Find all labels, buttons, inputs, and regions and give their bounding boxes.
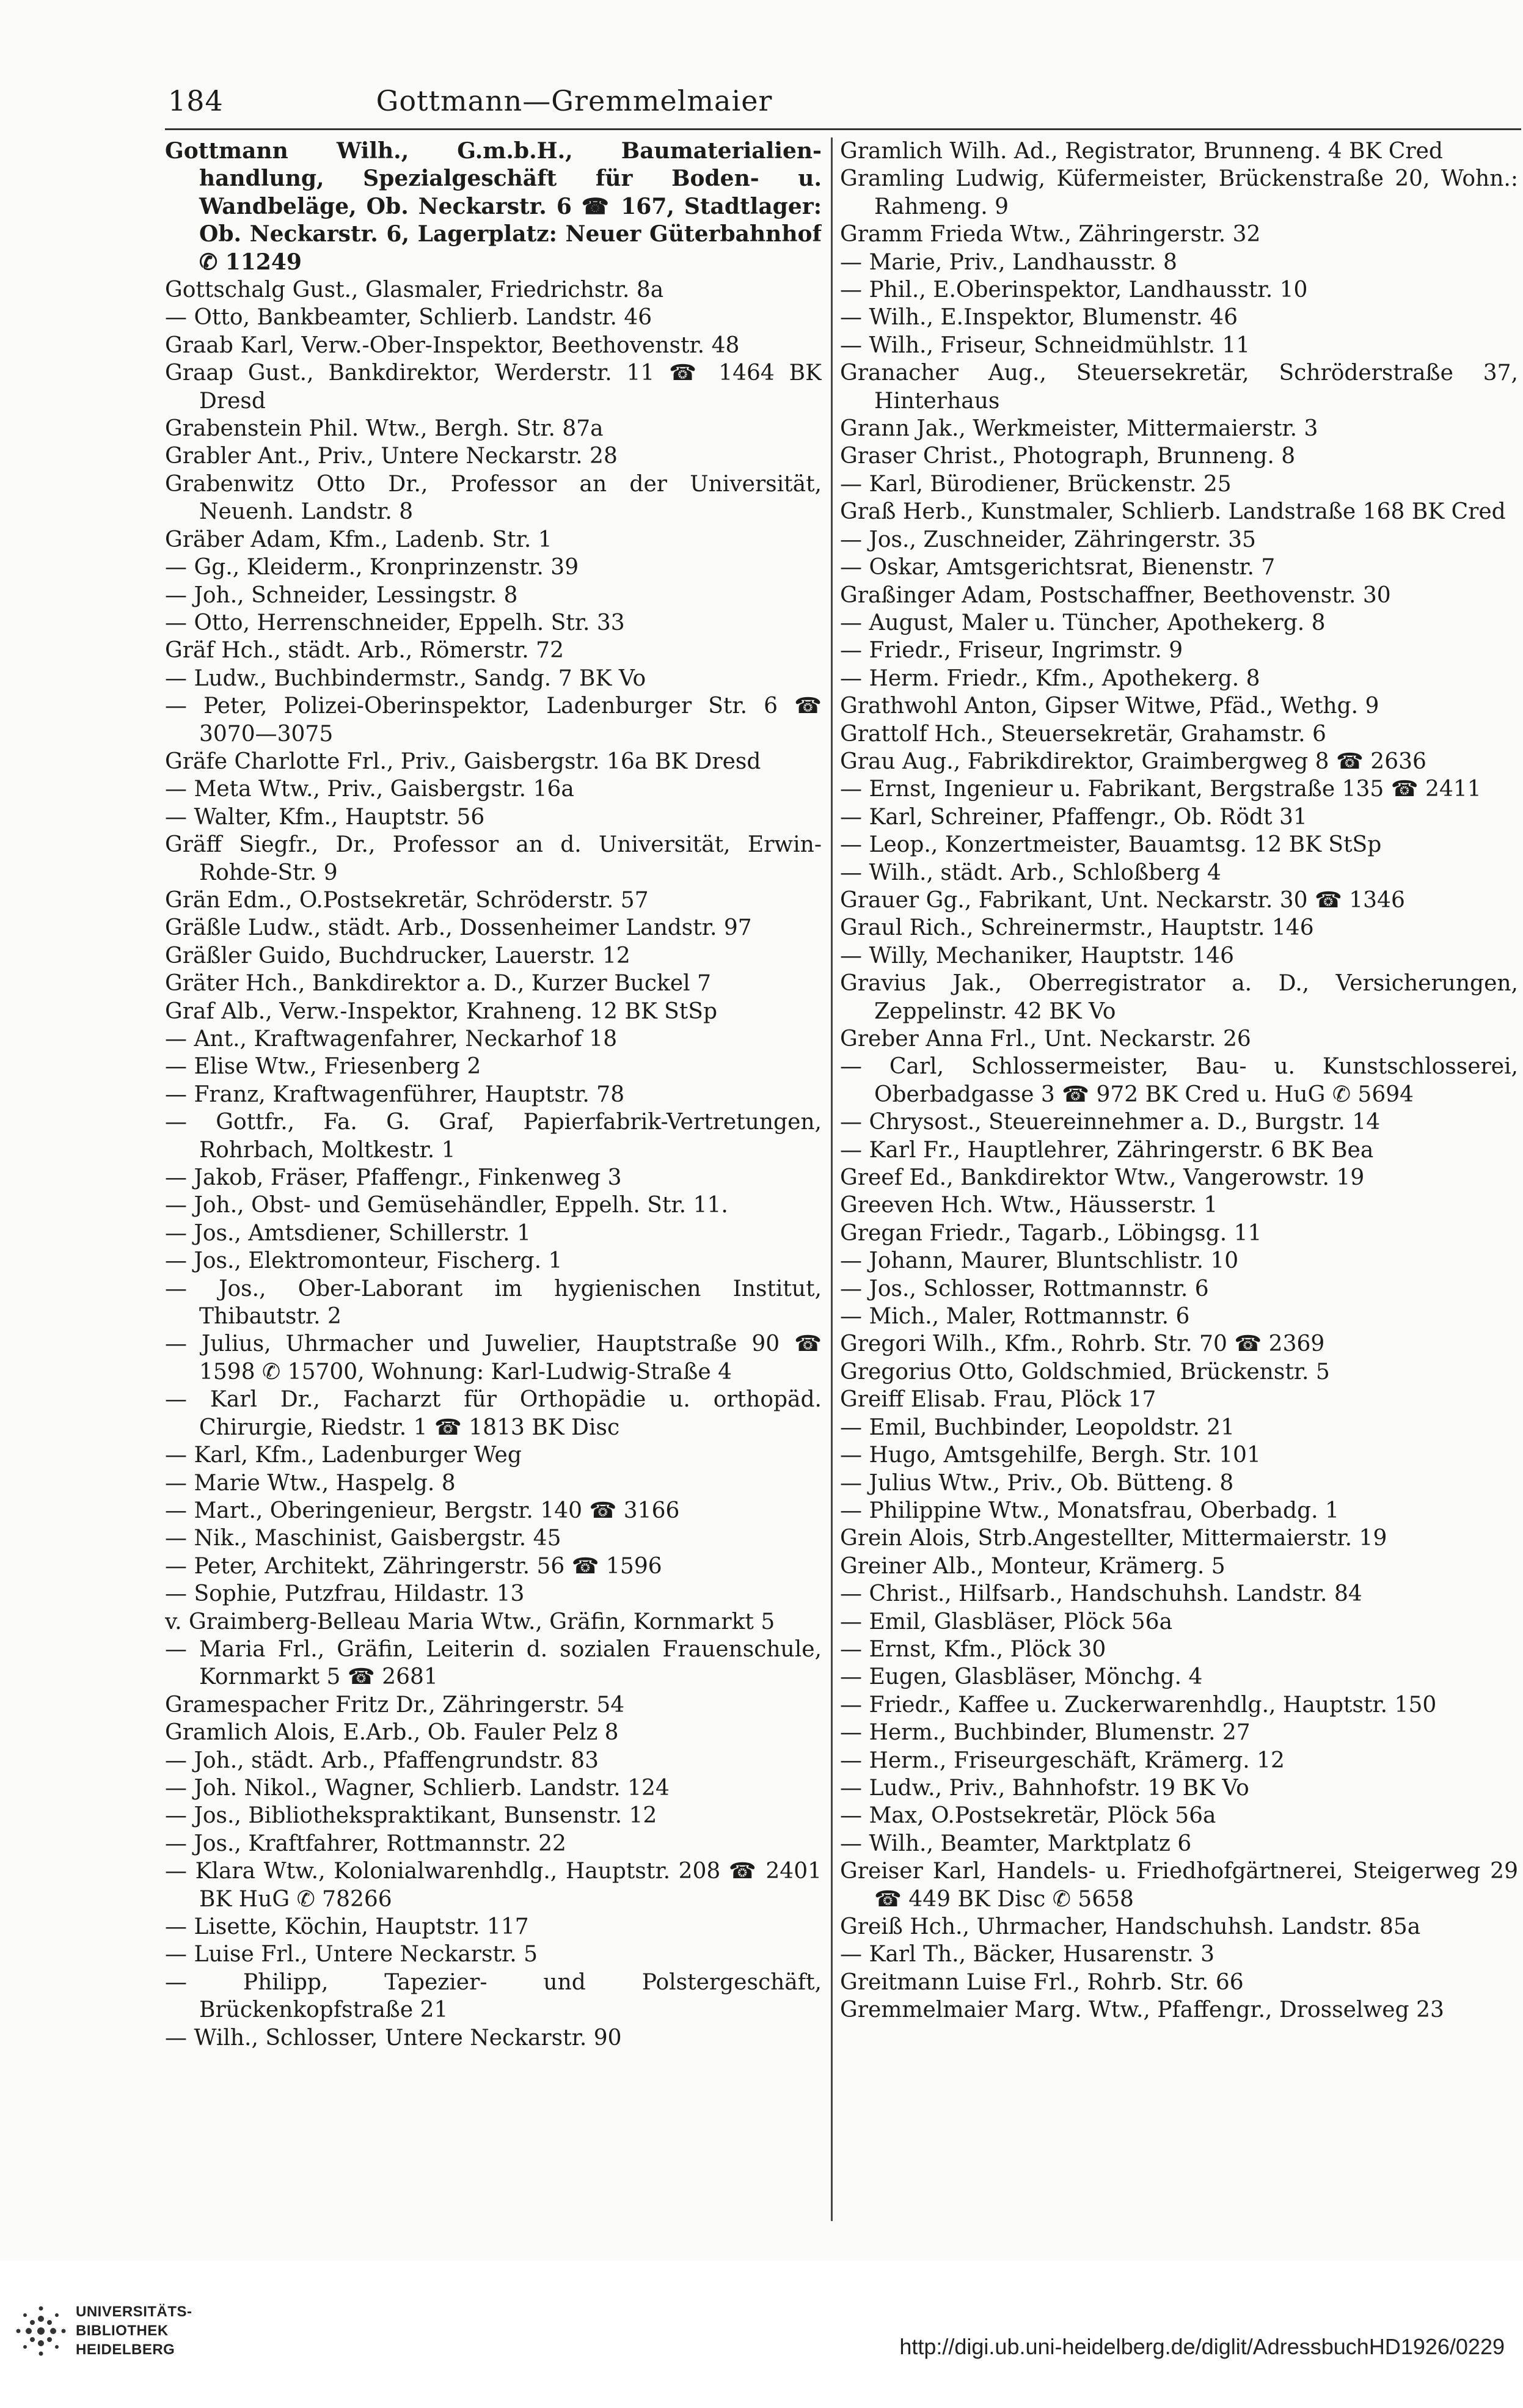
- directory-entry: — Walter, Kfm., Hauptstr. 56: [165, 804, 485, 830]
- directory-entry: Gräber Adam, Kfm., Ladenb. Str. 1: [165, 527, 552, 552]
- directory-entry: Gräßler Guido, Buchdrucker, Lauerstr. 12: [165, 943, 630, 968]
- directory-entry: Gramespacher Fritz Dr., Zähringerstr. 54: [165, 1692, 625, 1718]
- directory-entry: — Herm. Friedr., Kfm., Apothekerg. 8: [840, 665, 1260, 691]
- directory-entry: Gregorius Otto, Goldschmied, Brückenstr. 5: [840, 1359, 1330, 1385]
- directory-entry: Graß Herb., Kunstmaler, Schlierb. Landstraße 168 BK Cred: [840, 499, 1506, 525]
- directory-entry: — Maria Frl., Gräfin, Leiterin d. sozialen Frauenschule, Kornmarkt 5 ☎ 2681: [165, 1636, 822, 1690]
- directory-entry: Greeven Hch. Wtw., Häusserstr. 1: [840, 1193, 1218, 1218]
- directory-entry: — Friedr., Friseur, Ingrimstr. 9: [840, 638, 1183, 664]
- library-seal-icon: [7, 2297, 75, 2365]
- directory-entry: — Peter, Architekt, Zähringerstr. 56 ☎ 1596: [165, 1553, 662, 1579]
- directory-entry: Greiff Elisab. Frau, Plöck 17: [840, 1387, 1156, 1413]
- directory-entry: Grän Edm., O.Postsekretär, Schröderstr. 57: [165, 887, 649, 913]
- directory-entry: Gräff Siegfr., Dr., Professor an d. Universität, Erwin-Rohde-Str. 9: [165, 832, 822, 885]
- directory-entry: — Elise Wtw., Friesenberg 2: [165, 1054, 481, 1080]
- logo-line: UNIVERSITÄTS-: [76, 2304, 192, 2320]
- column-divider: [831, 137, 833, 2221]
- directory-entry: Grauer Gg., Fabrikant, Unt. Neckarstr. 30 ☎ 1346: [840, 887, 1405, 913]
- directory-entry: v. Graimberg-Belleau Maria Wtw., Gräfin, Kornmarkt 5: [165, 1609, 775, 1634]
- directory-entry: — Peter, Polizei-Oberinspektor, Ladenburger Str. 6 ☎ 3070—3075: [165, 693, 822, 747]
- directory-entry: — Philippine Wtw., Monatsfrau, Oberbadg. 1: [840, 1498, 1339, 1523]
- directory-entry: Grein Alois, Strb.Angestellter, Mittermaierstr. 19: [840, 1526, 1387, 1551]
- directory-entry: — Ant., Kraftwagenfahrer, Neckarhof 18: [165, 1027, 618, 1052]
- logo-line: HEIDELBERG: [76, 2341, 175, 2358]
- directory-entry: Gräßle Ludw., städt. Arb., Dossenheimer Landstr. 97: [165, 915, 752, 941]
- directory-entry: — Julius Wtw., Priv., Ob. Bütteng. 8: [840, 1470, 1234, 1496]
- directory-entry: — Herm., Buchbinder, Blumenstr. 27: [840, 1720, 1251, 1746]
- library-logo: [7, 2297, 239, 2365]
- directory-entry: Gramlich Alois, E.Arb., Ob. Fauler Pelz 8: [165, 1720, 619, 1746]
- page-number: 184: [168, 84, 224, 117]
- directory-entry: Grathwohl Anton, Gipser Witwe, Pfäd., Wethg. 9: [840, 693, 1379, 719]
- directory-entry: — Jakob, Fräser, Pfaffengr., Finkenweg 3: [165, 1165, 622, 1191]
- directory-entry: — Max, O.Postsekretär, Plöck 56a: [840, 1803, 1216, 1829]
- directory-entry: — Jos., Bibliothekspraktikant, Bunsenstr. 12: [165, 1803, 657, 1829]
- directory-entry: — Leop., Konzertmeister, Bauamtsg. 12 BK StSp: [840, 832, 1382, 858]
- directory-entry: Gramm Frieda Wtw., Zähringerstr. 32: [840, 222, 1261, 247]
- source-url[interactable]: http://digi.ub.uni-heidelberg.de/diglit/AdressbuchHD1926/0229: [899, 2334, 1505, 2359]
- directory-entry: — Jos., Schlosser, Rottmannstr. 6: [840, 1276, 1209, 1301]
- directory-entry: — Ernst, Ingenieur u. Fabrikant, Bergstraße 135 ☎ 2411: [840, 777, 1481, 802]
- directory-entry: — Karl Th., Bäcker, Husarenstr. 3: [840, 1942, 1215, 1967]
- directory-entry: — Karl, Bürodiener, Brückenstr. 25: [840, 471, 1232, 497]
- directory-entry: — Phil., E.Oberinspektor, Landhausstr. 10: [840, 277, 1308, 303]
- directory-entry: — Meta Wtw., Priv., Gaisbergstr. 16a: [165, 777, 574, 802]
- directory-entry: — Carl, Schlossermeister, Bau- u. Kunstschlosserei, Oberbadgasse 3 ☎ 972 BK Cred u. HuG ✆ 5694: [840, 1054, 1518, 1107]
- directory-entry: Gräf Hch., städt. Arb., Römerstr. 72: [165, 638, 564, 664]
- directory-entry: — Julius, Uhrmacher und Juwelier, Hauptstraße 90 ☎ 1598 ✆ 15700, Wohnung: Karl-Ludwig-Straße 4: [165, 1331, 822, 1385]
- directory-entry: — Johann, Maurer, Bluntschlistr. 10: [840, 1248, 1239, 1274]
- directory-entry: — Emil, Glasbläser, Plöck 56a: [840, 1609, 1173, 1634]
- directory-entry: — Lisette, Köchin, Hauptstr. 117: [165, 1914, 529, 1939]
- directory-entry: Gramling Ludwig, Küfermeister, Brückenstraße 20, Wohn.: Rahmeng. 9: [840, 166, 1518, 219]
- directory-entry: — Ernst, Kfm., Plöck 30: [840, 1636, 1106, 1662]
- directory-entry: — Jos., Zuschneider, Zähringerstr. 35: [840, 527, 1256, 552]
- directory-entry: — Mich., Maler, Rottmannstr. 6: [840, 1304, 1190, 1330]
- right-column: [840, 137, 1518, 2227]
- directory-entry: — Karl Fr., Hauptlehrer, Zähringerstr. 6 BK Bea: [840, 1137, 1374, 1163]
- directory-entry: Graf Alb., Verw.-Inspektor, Krahneng. 12 BK StSp: [165, 998, 718, 1024]
- directory-entry: — August, Maler u. Tüncher, Apothekerg. 8: [840, 610, 1326, 635]
- directory-entry: — Joh., Schneider, Lessingstr. 8: [165, 582, 518, 608]
- directory-entry: — Luise Frl., Untere Neckarstr. 5: [165, 1942, 538, 1967]
- directory-entry: Greber Anna Frl., Unt. Neckarstr. 26: [840, 1027, 1251, 1052]
- directory-entry: — Jos., Ober-Laborant im hygienischen Institut, Thibautstr. 2: [165, 1276, 822, 1330]
- directory-entry: Graul Rich., Schreinermstr., Hauptstr. 146: [840, 915, 1314, 941]
- directory-entry: — Eugen, Glasbläser, Mönchg. 4: [840, 1664, 1203, 1690]
- directory-entry: — Otto, Bankbeamter, Schlierb. Landstr. 46: [165, 305, 652, 331]
- header-rule: [165, 128, 1521, 130]
- directory-entry: — Friedr., Kaffee u. Zuckerwarenhdlg., Hauptstr. 150: [840, 1692, 1437, 1718]
- directory-entry: — Emil, Buchbinder, Leopoldstr. 21: [840, 1414, 1235, 1440]
- directory-entry: — Wilh., Friseur, Schneidmühlstr. 11: [840, 332, 1251, 358]
- directory-entry: — Gg., Kleiderm., Kronprinzenstr. 39: [165, 555, 579, 580]
- directory-entry: — Christ., Hilfsarb., Handschuhsh. Landstr. 84: [840, 1581, 1362, 1607]
- directory-entry: Grattolf Hch., Steuersekretär, Grahamstr. 6: [840, 721, 1326, 747]
- directory-entry: — Ludw., Buchbindermstr., Sandg. 7 BK Vo: [165, 665, 646, 691]
- directory-entry: — Franz, Kraftwagenführer, Hauptstr. 78: [165, 1081, 625, 1107]
- page-header: [168, 73, 981, 122]
- directory-entry: — Marie Wtw., Haspelg. 8: [165, 1470, 456, 1496]
- directory-entry: — Karl Dr., Facharzt für Orthopädie u. orthopäd. Chirurgie, Riedstr. 1 ☎ 1813 BK Disc: [165, 1387, 822, 1440]
- directory-entry: — Hugo, Amtsgehilfe, Bergh. Str. 101: [840, 1443, 1261, 1468]
- directory-entry: — Philipp, Tapezier- und Polstergeschäft, Brückenkopfstraße 21: [165, 1969, 822, 2023]
- directory-entry: Grau Aug., Fabrikdirektor, Graimbergweg 8 ☎ 2636: [840, 748, 1426, 774]
- directory-entry: Grabler Ant., Priv., Untere Neckarstr. 28: [165, 444, 618, 469]
- directory-entry: — Wilh., Beamter, Marktplatz 6: [840, 1831, 1192, 1856]
- directory-entry: — Joh. Nikol., Wagner, Schlierb. Landstr. 124: [165, 1775, 670, 1801]
- directory-entry: — Karl, Kfm., Ladenburger Weg: [165, 1443, 522, 1468]
- directory-entry: Graßinger Adam, Postschaffner, Beethovenstr. 30: [840, 582, 1391, 608]
- directory-entry: — Herm., Friseurgeschäft, Krämerg. 12: [840, 1747, 1285, 1773]
- directory-entry: Granacher Aug., Steuersekretär, Schröderstraße 37, Hinterhaus: [840, 360, 1518, 414]
- logo-line: BIBLIOTHEK: [76, 2322, 169, 2339]
- directory-entry: Gramlich Wilh. Ad., Registrator, Brunneng. 4 BK Cred: [840, 139, 1443, 164]
- running-title: Gottmann—Gremmelmaier: [376, 84, 773, 117]
- directory-entry: Graap Gust., Bankdirektor, Werderstr. 11 ☎ 1464 BK Dresd: [165, 360, 822, 414]
- directory-entry: — Ludw., Priv., Bahnhofstr. 19 BK Vo: [840, 1775, 1249, 1801]
- directory-entry: — Chrysost., Steuereinnehmer a. D., Burgstr. 14: [840, 1110, 1381, 1135]
- directory-entry: Greitmann Luise Frl., Rohrb. Str. 66: [840, 1969, 1244, 1995]
- directory-entry: Grabenstein Phil. Wtw., Bergh. Str. 87a: [165, 416, 604, 442]
- directory-entry: — Wilh., E.Inspektor, Blumenstr. 46: [840, 305, 1238, 331]
- directory-entry: — Nik., Maschinist, Gaisbergstr. 45: [165, 1526, 561, 1551]
- directory-entry: Greef Ed., Bankdirektor Wtw., Vangerowstr. 19: [840, 1165, 1365, 1191]
- directory-entry: Gremmelmaier Marg. Wtw., Pfaffengr., Drosselweg 23: [840, 1997, 1444, 2023]
- directory-entry: — Klara Wtw., Kolonialwarenhdlg., Hauptstr. 208 ☎ 2401 BK HuG ✆ 78266: [165, 1859, 822, 1912]
- directory-entry: Grabenwitz Otto Dr., Professor an der Universität, Neuenh. Landstr. 8: [165, 471, 822, 525]
- footer: [0, 2261, 1523, 2408]
- library-name: [76, 2302, 192, 2359]
- directory-entry: Graab Karl, Verw.-Ober-Inspektor, Beethovenstr. 48: [165, 332, 740, 358]
- directory-entry: — Jos., Amtsdiener, Schillerstr. 1: [165, 1220, 531, 1246]
- directory-entry: — Sophie, Putzfrau, Hildastr. 13: [165, 1581, 525, 1607]
- directory-entry: Gräter Hch., Bankdirektor a. D., Kurzer Buckel 7: [165, 971, 711, 997]
- directory-entry: — Joh., Obst- und Gemüsehändler, Eppelh. Str. 11.: [165, 1193, 728, 1218]
- directory-entry: Gottschalg Gust., Glasmaler, Friedrichstr. 8a: [165, 277, 664, 303]
- directory-entry: Greiser Karl, Handels- u. Friedhofgärtnerei, Steigerweg 29 ☎ 449 BK Disc ✆ 5658: [840, 1859, 1518, 1912]
- directory-entry: Gregan Friedr., Tagarb., Löbingsg. 11: [840, 1220, 1262, 1246]
- directory-entry: — Jos., Kraftfahrer, Rottmannstr. 22: [165, 1831, 566, 1856]
- directory-entry: — Wilh., Schlosser, Untere Neckarstr. 90: [165, 2025, 622, 2051]
- left-column: [165, 137, 822, 2227]
- directory-entry: — Gottfr., Fa. G. Graf, Papierfabrik-Vertretungen, Rohrbach, Moltkestr. 1: [165, 1110, 822, 1163]
- directory-entry: — Wilh., städt. Arb., Schloßberg 4: [840, 860, 1221, 885]
- directory-entry: — Otto, Herrenschneider, Eppelh. Str. 33: [165, 610, 625, 635]
- directory-entry: — Joh., städt. Arb., Pfaffengrundstr. 83: [165, 1747, 599, 1773]
- directory-entry: — Mart., Oberingenieur, Bergstr. 140 ☎ 3166: [165, 1498, 680, 1523]
- directory-entry: — Willy, Mechaniker, Hauptstr. 146: [840, 943, 1235, 968]
- directory-entry: Grann Jak., Werkmeister, Mittermaierstr. 3: [840, 416, 1318, 442]
- directory-entry: Graser Christ., Photograph, Brunneng. 8: [840, 444, 1296, 469]
- directory-entry: — Karl, Schreiner, Pfaffengr., Ob. Rödt 31: [840, 804, 1307, 830]
- directory-entry: Gregori Wilh., Kfm., Rohrb. Str. 70 ☎ 2369: [840, 1331, 1325, 1357]
- directory-entry: — Jos., Elektromonteur, Fischerg. 1: [165, 1248, 563, 1274]
- directory-entry: Gottmann Wilh., G.m.b.H., Baumaterialien-handlung, Spezialgeschäft für Boden- u. Wandbeläge, Ob. Neckarstr. 6 ☎ 167, Stadtlager: Ob. Neckarstr. 6, Lagerplatz: Neuer Güterbahnhof ✆ 11249: [165, 138, 822, 275]
- directory-entry: — Oskar, Amtsgerichtsrat, Bienenstr. 7: [840, 555, 1276, 580]
- directory-entry: Greiß Hch., Uhrmacher, Handschuhsh. Landstr. 85a: [840, 1914, 1421, 1939]
- directory-entry: Gravius Jak., Oberregistrator a. D., Versicherungen, Zeppelinstr. 42 BK Vo: [840, 971, 1518, 1024]
- directory-entry: Gräfe Charlotte Frl., Priv., Gaisbergstr. 16a BK Dresd: [165, 748, 761, 774]
- directory-entry: Greiner Alb., Monteur, Krämerg. 5: [840, 1553, 1225, 1579]
- directory-entry: — Marie, Priv., Landhausstr. 8: [840, 249, 1177, 275]
